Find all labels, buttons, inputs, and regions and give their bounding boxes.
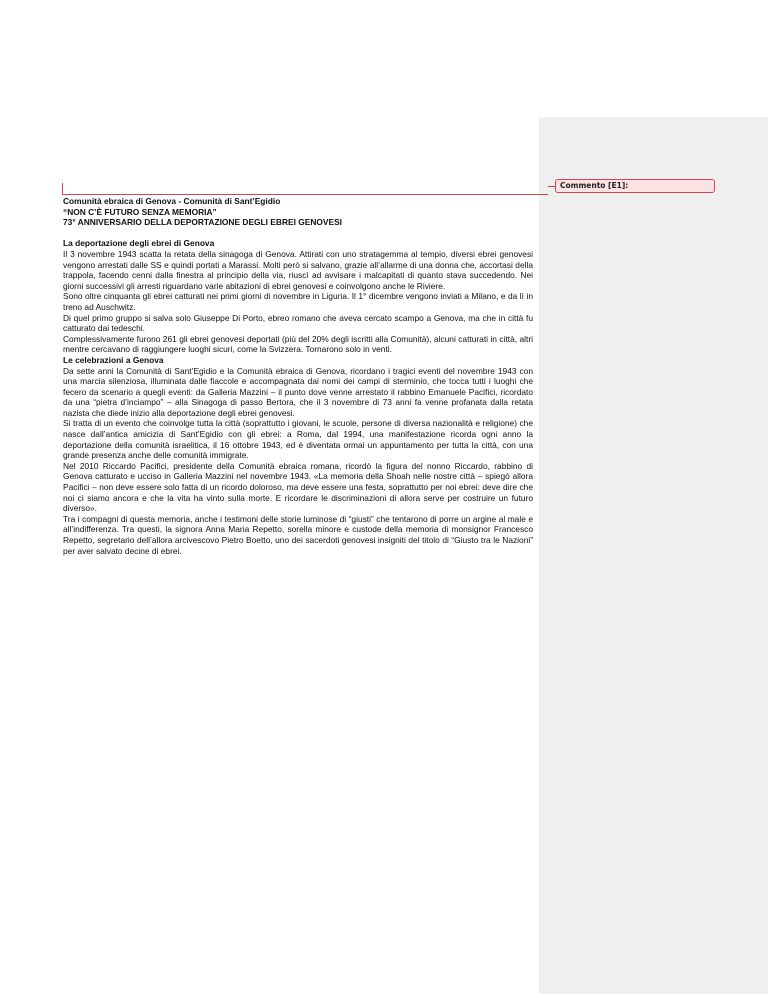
header-line-3: 73° ANNIVERSARIO DELLA DEPORTAZIONE DEGLI EBREI GENOVESI [63, 217, 342, 228]
comment-connector-line [62, 194, 548, 195]
paragraph: Da sette anni la Comunità di Sant’Egidio e la Comunità ebraica di Genova, ricordano i tragici eventi del novembre 1943 con una marcia silenziosa, illuminata dalle fiaccole e accompagnata dai nomi dei campi di sterminio, che tocca tutti i luoghi che fecero da scenario a quegli eventi: da Galleria Mazzini – il punto dove venne arrestato il rabbino Emanuele Pacifici, ricordato da una “pietra d’inciampo” – alla Sinagoga di passo Bertora, che il 3 novembre di 73 anni fa venne profanata dalla retata nazista che diede inizio alla deportazione degli ebrei genovesi. [63, 365, 533, 418]
header-line-1: Comunità ebraica di Genova - Comunità di Sant’Egidio [63, 196, 281, 206]
paragraph: Nel 2010 Riccardo Pacifici, presidente della Comunità ebraica romana, ricordò la figura del nonno Riccardo, rabbino di Genova catturato e ucciso in Galleria Mazzini nel novembre 1943. «La memoria della Shoah nelle nostre città – spiegò allora Pacifici – non deve essere solo fatta di un ricordo doloroso, ma deve essere una festa, soprattutto per noi ebrei: deve dire che noi ci siamo ancora e che la vita ha vinto sulla morte. E ricordare le discriminazioni di allora serve per costruire un futuro diverso». [63, 460, 533, 514]
section-heading-celebrations: Le celebrazioni a Genova [63, 354, 164, 365]
comment-balloon[interactable] [555, 179, 715, 193]
spacer [63, 228, 533, 239]
paragraph: Il 3 novembre 1943 scatta la retata della sinagoga di Genova. Attirati con uno stratagemma al tempio, diversi ebrei genovesi vengono arrestati dalle SS e quindi portati a Marassi. Molti però si salvano, grazie all’allarme di una donna che, accortasi della trappola, facendo cenni dalla finestra al principio della via, riuscì ad avvisare i malcapitati di quanto stava succedendo. Nei giorni successivi gli arresti riguardano varie abitazioni di ebrei genovesi e coinvolgono anche le Riviere. [63, 248, 533, 291]
comment-margin-pane [539, 117, 768, 994]
paragraph: Sono oltre cinquanta gli ebrei catturati nei primi giorni di novembre in Liguria. Il 1° dicembre vengono inviati a Milano, e da lì in treno ad Auschwitz. [63, 291, 533, 312]
comment-connector-line-end [548, 186, 555, 187]
section-heading-deportation: La deportazione degli ebrei di Genova [63, 238, 215, 249]
paragraph: Complessivamente furono 261 gli ebrei genovesi deportati (più del 20% degli iscritti alla Comunità), alcuni catturati in città, altri mentre cercavano di raggiungere luoghi sicuri, come la Svizzera. Tornarono solo in venti. [63, 333, 533, 355]
paragraph: Di quel primo gruppo si salva solo Giuseppe Di Porto, ebreo romano che aveva cercato scampo a Genova, ma che in città fu catturato dai tedeschi. [63, 312, 533, 334]
document-body [63, 196, 533, 556]
paragraph: Si tratta di un evento che coinvolge tutta la città (soprattutto i giovani, le scuole, persone di diversa nazionalità e religione) che nasce dall’antica amicizia di Sant’Egidio con gli ebrei: a Roma, dal 1994, una manifestazione ricorda ogni anno la deportazione della comunità israelitica, il 16 ottobre 1943, ed è diventata ormai un appuntamento per tutta la città, con una grande presenza anche delle comunità immigrate. [63, 418, 533, 461]
comment-label: Commento [E1]: [560, 181, 629, 190]
paragraph: Tra i compagni di questa memoria, anche i testimoni delle storie luminose di “giusti” che tentarono di porre un argine al male e all’indifferenza. Tra questi, la signora Anna Maria Repetto, sorella minore e custode della memoria di monsignor Francesco Repetto, segretario dell’allora arcivescovo Pietro Boetto, uno dei sacerdoti genovesi insigniti del titolo di “Giusto tra le Nazioni” per aver salvato decine di ebrei. [63, 513, 533, 556]
header-line-2: “NON C’È FUTURO SENZA MEMORIA” [63, 206, 217, 217]
